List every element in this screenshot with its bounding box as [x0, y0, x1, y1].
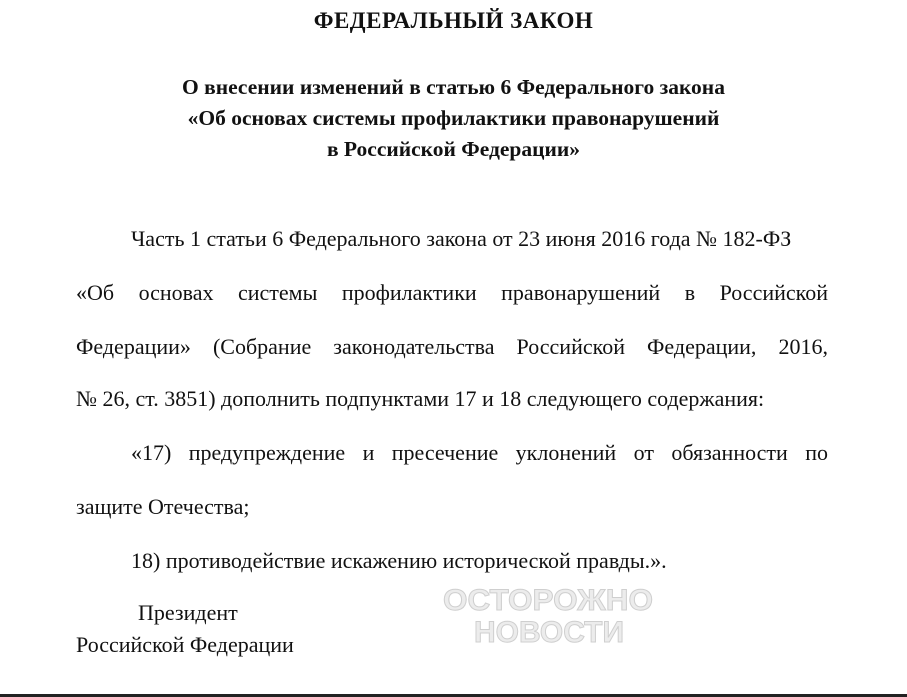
body-line: «17) предупреждение и пресечение уклонений от обязанности по — [131, 440, 828, 465]
signature-org: Российской Федерации — [76, 632, 294, 657]
body-line: Федерации» (Собрание законодательства Российской Федерации, 2016, — [76, 334, 828, 359]
body-line: 18) противодействие искажению исторической правды.». — [131, 548, 667, 573]
body-line: № 26, ст. 3851) дополнить подпунктами 17 и 18 следующего содержания: — [76, 386, 765, 411]
watermark-logo — [441, 582, 656, 646]
signature-title: Президент — [138, 600, 238, 625]
subtitle-line: О внесении изменений в статью 6 Федерального закона — [182, 75, 725, 99]
subtitle-line: «Об основах системы профилактики правонарушений — [187, 106, 720, 130]
body-line: Часть 1 статьи 6 Федерального закона от 23 июня 2016 года № 182-ФЗ — [131, 226, 792, 251]
document-subtitle — [0, 72, 907, 165]
watermark-line-1: ОСТОРОЖНО — [443, 584, 653, 617]
watermark-line-2: НОВОСТИ — [474, 616, 624, 646]
document-title: ФЕДЕРАЛЬНЫЙ ЗАКОН — [313, 8, 594, 33]
body-line: защите Отечества; — [76, 494, 250, 519]
subtitle-line: в Российской Федерации» — [326, 137, 581, 161]
body-line: «Об основах системы профилактики правонарушений в Российской — [76, 280, 828, 305]
